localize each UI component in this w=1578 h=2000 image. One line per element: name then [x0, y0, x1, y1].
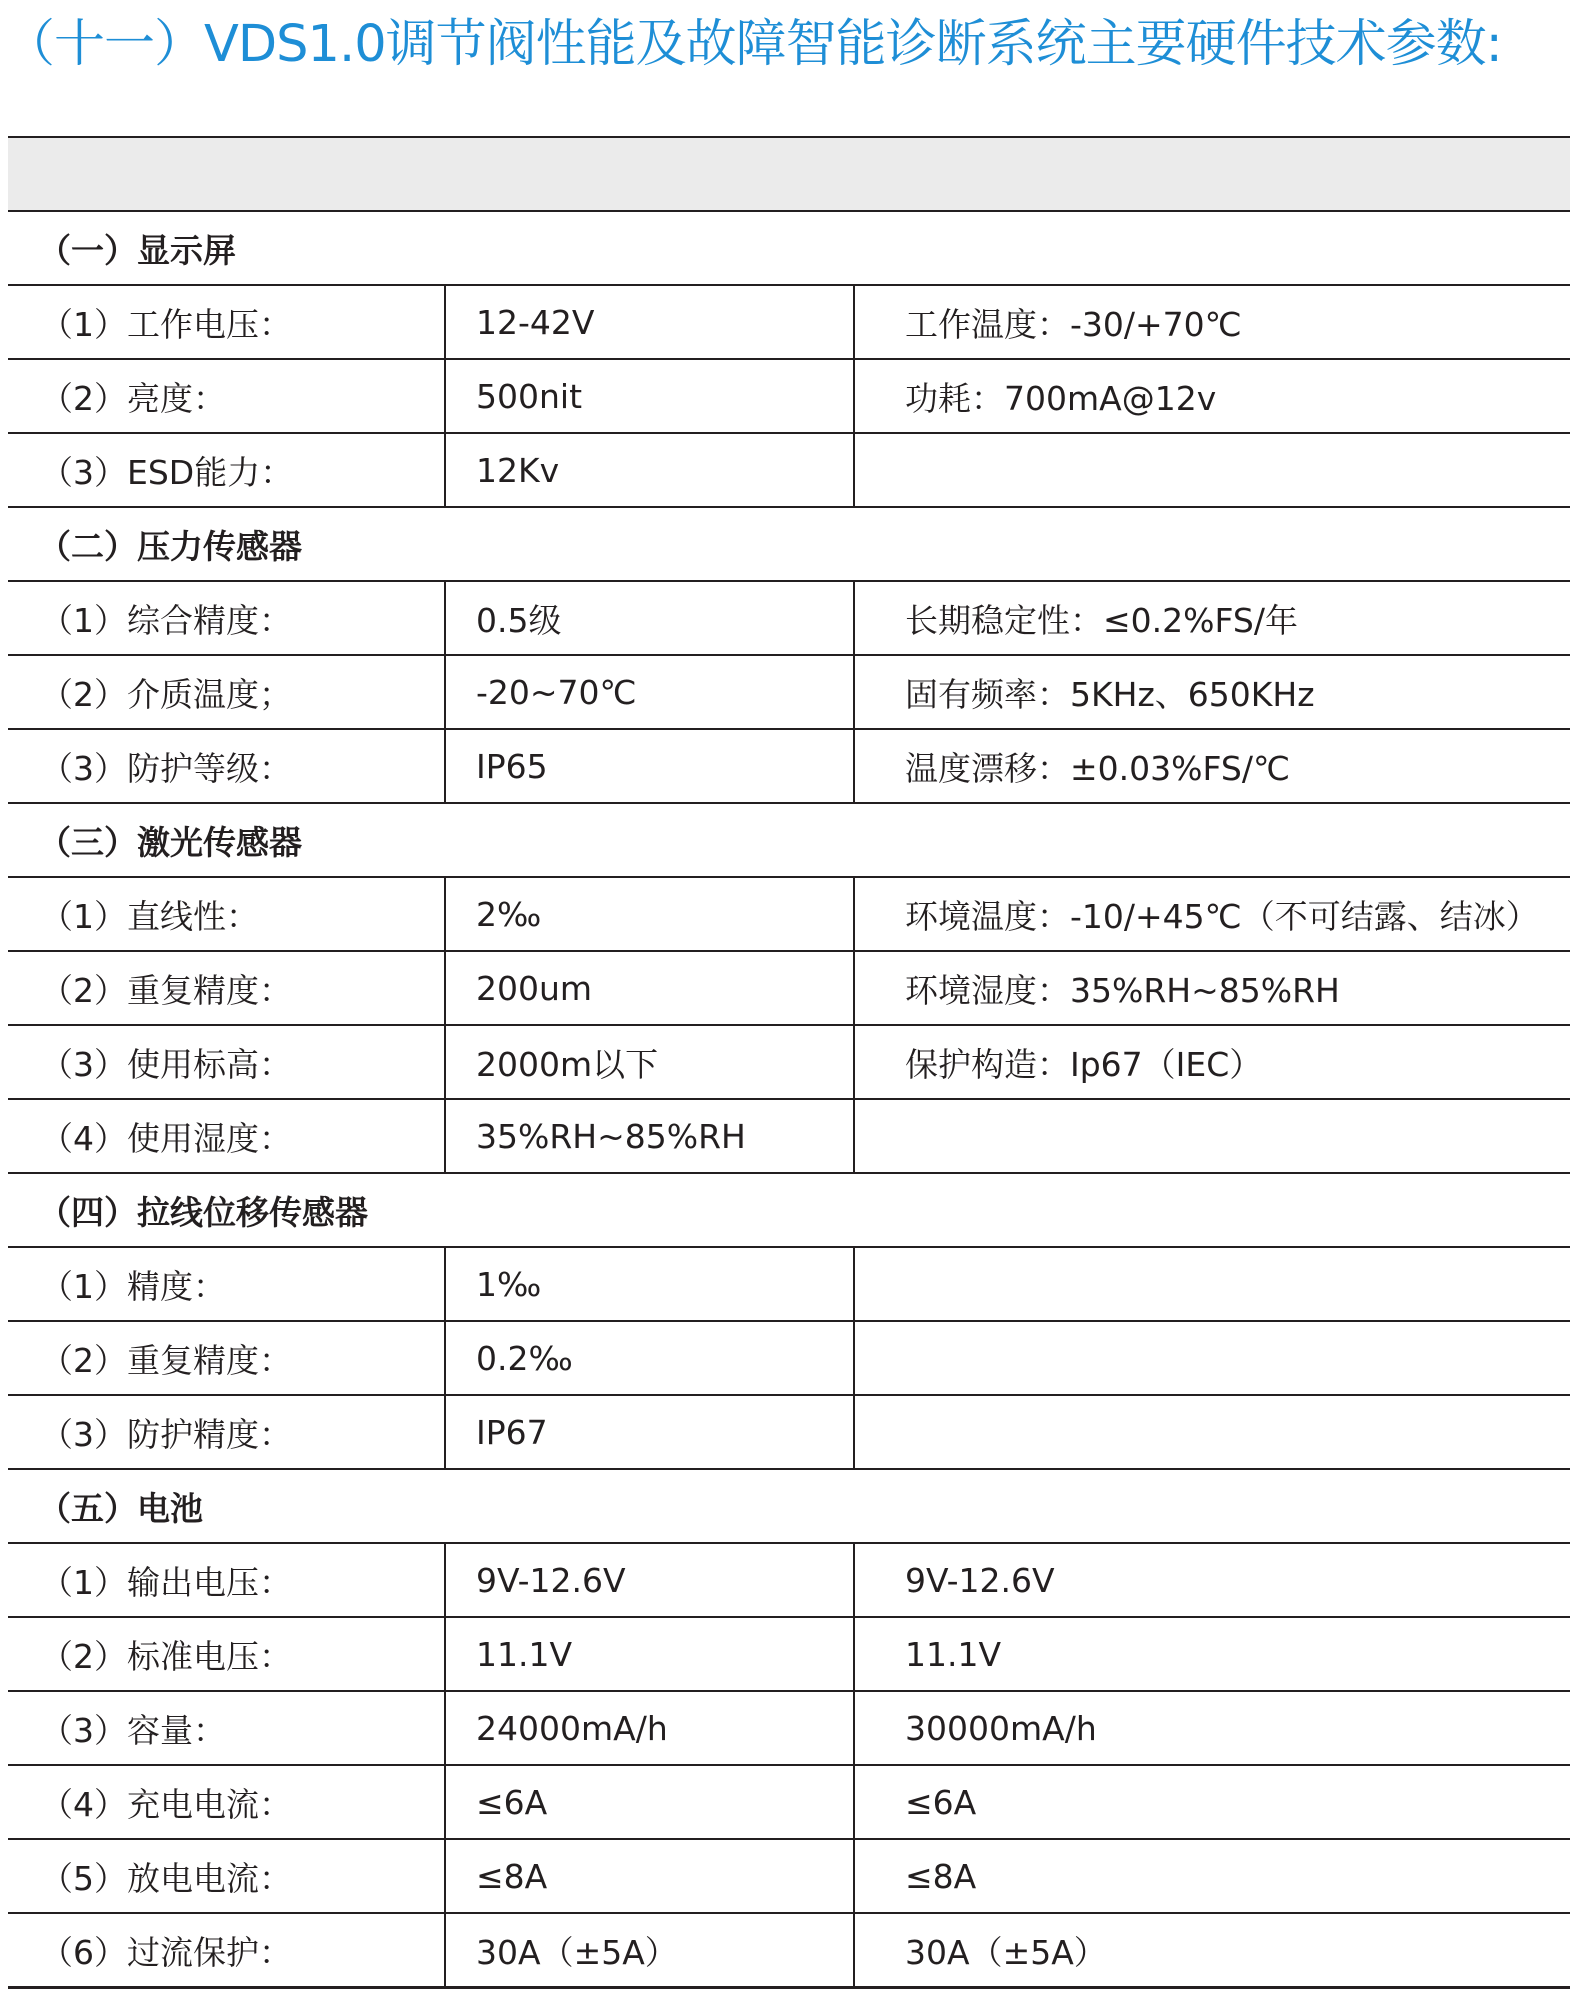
table-row — [8, 951, 1570, 1025]
section-heading: （五）电池 — [8, 1469, 1570, 1543]
spec-table — [8, 136, 1570, 1989]
table-row — [8, 1321, 1570, 1395]
param-label: （4）充电电流： — [8, 1765, 445, 1839]
table-row — [8, 729, 1570, 803]
section-heading-row — [8, 507, 1570, 581]
section-heading-row — [8, 1469, 1570, 1543]
param-value: 2000m以下 — [445, 1025, 854, 1099]
param-label: （2）重复精度： — [8, 951, 445, 1025]
param-extra: 固有频率：5KHz、650KHz — [854, 655, 1570, 729]
param-value: 200um — [445, 951, 854, 1025]
param-value: IP65 — [445, 729, 854, 803]
param-label: （6）过流保护： — [8, 1913, 445, 1988]
table-row — [8, 1395, 1570, 1469]
table-row — [8, 285, 1570, 359]
param-value: 35%RH~85%RH — [445, 1099, 854, 1173]
param-extra — [854, 1395, 1570, 1469]
param-value: -20~70℃ — [445, 655, 854, 729]
param-label: （3）使用标高： — [8, 1025, 445, 1099]
param-extra: 环境湿度：35%RH~85%RH — [854, 951, 1570, 1025]
param-label: （3）防护精度： — [8, 1395, 445, 1469]
table-row — [8, 655, 1570, 729]
param-extra: 保护构造：Ip67（IEC） — [854, 1025, 1570, 1099]
table-row — [8, 359, 1570, 433]
param-label: （2）重复精度： — [8, 1321, 445, 1395]
section-heading: （三）激光传感器 — [8, 803, 1570, 877]
section-heading-row — [8, 803, 1570, 877]
section-heading-row — [8, 211, 1570, 285]
param-value: 500nit — [445, 359, 854, 433]
table-row — [8, 1765, 1570, 1839]
param-label: （3）ESD能力： — [8, 433, 445, 507]
param-value: 30A（±5A） — [445, 1913, 854, 1988]
param-extra — [854, 1099, 1570, 1173]
param-label: （2）标准电压： — [8, 1617, 445, 1691]
param-value: 0.2‰ — [445, 1321, 854, 1395]
param-value: 1‰ — [445, 1247, 854, 1321]
param-label: （5）放电电流： — [8, 1839, 445, 1913]
table-row — [8, 1099, 1570, 1173]
param-label: （4）使用湿度： — [8, 1099, 445, 1173]
table-row — [8, 877, 1570, 951]
param-value: 11.1V — [445, 1617, 854, 1691]
param-extra — [854, 433, 1570, 507]
param-value: 9V-12.6V — [445, 1543, 854, 1617]
table-row — [8, 1617, 1570, 1691]
param-value: 24000mA/h — [445, 1691, 854, 1765]
param-label: （2）亮度： — [8, 359, 445, 433]
param-extra: 长期稳定性：≤0.2%FS/年 — [854, 581, 1570, 655]
param-extra: 30000mA/h — [854, 1691, 1570, 1765]
table-row — [8, 1913, 1570, 1988]
param-extra: 环境温度：-10/+45℃（不可结露、结冰） — [854, 877, 1570, 951]
param-value: 12Kv — [445, 433, 854, 507]
table-header-row — [8, 137, 1570, 211]
param-extra: 11.1V — [854, 1617, 1570, 1691]
page-title: （十一）VDS1.0调节阀性能及故障智能诊断系统主要硬件技术参数: — [4, 15, 1502, 74]
param-extra: ≤8A — [854, 1839, 1570, 1913]
param-value: IP67 — [445, 1395, 854, 1469]
param-extra: ≤6A — [854, 1765, 1570, 1839]
param-label: （3）容量： — [8, 1691, 445, 1765]
table-row — [8, 433, 1570, 507]
section-heading: （二）压力传感器 — [8, 507, 1570, 581]
param-extra — [854, 1321, 1570, 1395]
param-extra: 工作温度：-30/+70℃ — [854, 285, 1570, 359]
table-row — [8, 1839, 1570, 1913]
table-row — [8, 1025, 1570, 1099]
section-heading: （一）显示屏 — [8, 211, 1570, 285]
section-heading-row — [8, 1173, 1570, 1247]
param-label: （1）直线性： — [8, 877, 445, 951]
param-label: （1）综合精度： — [8, 581, 445, 655]
table-row — [8, 581, 1570, 655]
table-row — [8, 1247, 1570, 1321]
section-heading: （四）拉线位移传感器 — [8, 1173, 1570, 1247]
table-header-cell — [8, 137, 1570, 211]
param-label: （1）输出电压： — [8, 1543, 445, 1617]
param-value: ≤8A — [445, 1839, 854, 1913]
param-value: 0.5级 — [445, 581, 854, 655]
param-extra — [854, 1247, 1570, 1321]
table-row — [8, 1543, 1570, 1617]
param-extra: 30A（±5A） — [854, 1913, 1570, 1988]
param-value: 12-42V — [445, 285, 854, 359]
param-label: （2）介质温度； — [8, 655, 445, 729]
param-value: 2‰ — [445, 877, 854, 951]
param-extra: 温度漂移：±0.03%FS/℃ — [854, 729, 1570, 803]
param-label: （1）精度： — [8, 1247, 445, 1321]
table-row — [8, 1691, 1570, 1765]
param-extra: 功耗：700mA@12v — [854, 359, 1570, 433]
param-label: （1）工作电压： — [8, 285, 445, 359]
param-value: ≤6A — [445, 1765, 854, 1839]
param-label: （3）防护等级： — [8, 729, 445, 803]
param-extra: 9V-12.6V — [854, 1543, 1570, 1617]
